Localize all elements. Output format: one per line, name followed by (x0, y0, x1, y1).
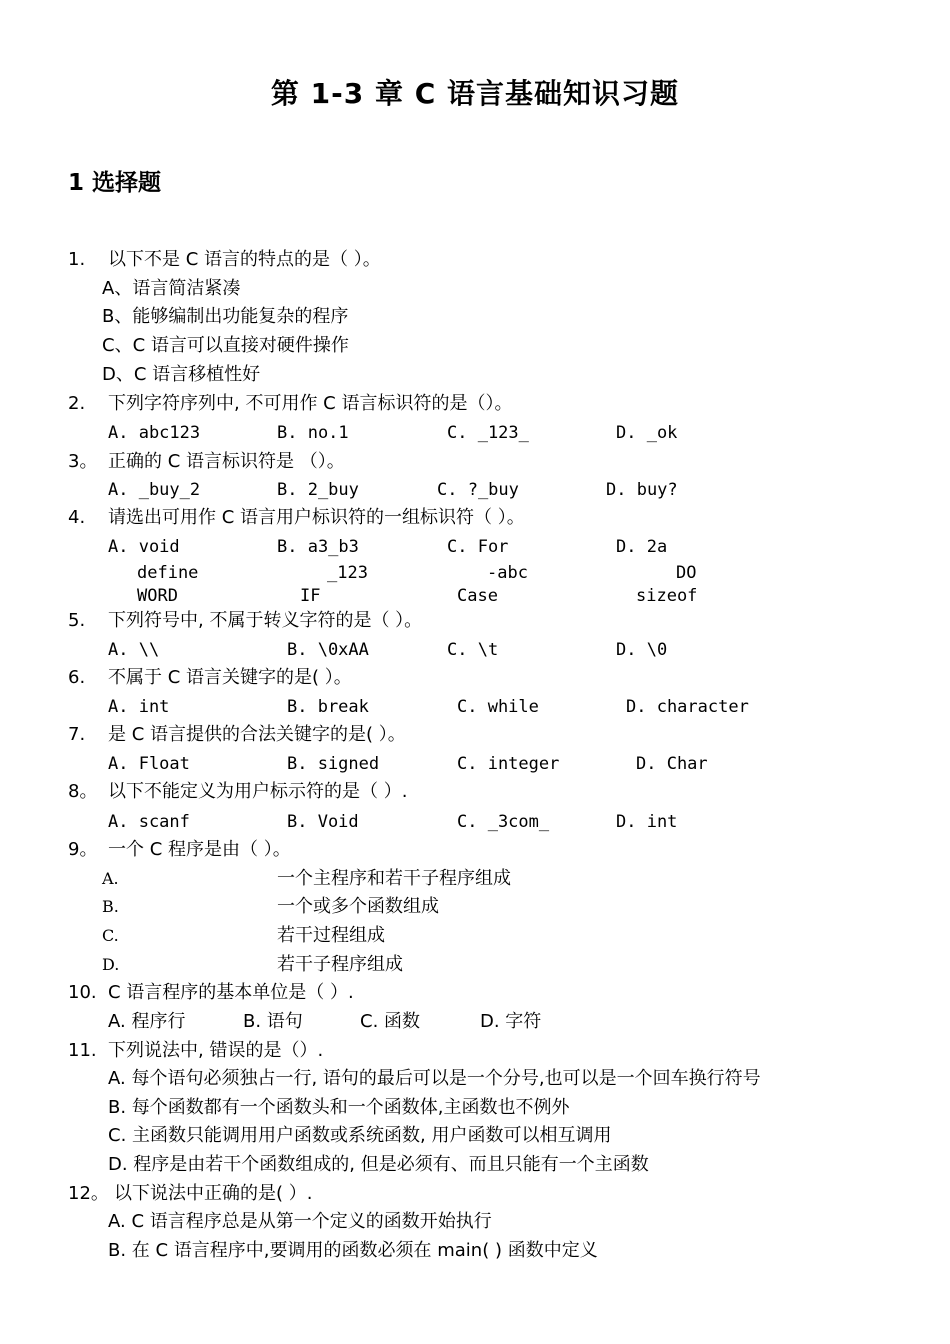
text-line: 下列符号中, 不属于转义字符的是（ ）。 (108, 610, 423, 631)
text-line: C 语言程序的基本单位是（ ）. (108, 982, 354, 1003)
text-line: 8。 (68, 781, 98, 802)
text-line: A. _buy_2 (108, 480, 201, 500)
text-line: 一个 C 程序是由（ ）。 (108, 839, 291, 860)
text-line: B. signed (287, 754, 380, 774)
text-line: 是 C 语言提供的合法关键字的是( ）。 (108, 724, 406, 745)
text-line: 1. (68, 249, 86, 270)
text-line: C. while (457, 697, 539, 717)
text-line: A. int (108, 697, 170, 717)
text-line: C. _123_ (447, 423, 529, 443)
text-line: C. ?_buy (437, 480, 519, 500)
text-line: 一个主程序和若干子程序组成 (277, 868, 511, 889)
text-line: A. 程序行 (108, 1011, 186, 1032)
text-line: B. no.1 (277, 423, 349, 443)
text-line: C. For (447, 537, 509, 557)
text-line: sizeof (636, 586, 698, 606)
section-heading: 1 选择题 (68, 170, 162, 196)
text-line: 若干过程组成 (277, 925, 385, 946)
text-line: D. buy? (606, 480, 678, 500)
text-line: A. abc123 (108, 423, 201, 443)
text-line: 若干子程序组成 (277, 954, 403, 975)
text-line: A. Float (108, 754, 190, 774)
text-line: 以下不能定义为用户标示符的是（ ）. (108, 781, 408, 802)
text-line: WORD (137, 586, 178, 606)
text-line: B. break (287, 697, 369, 717)
text-line: D. \0 (616, 640, 668, 660)
text-line: 2. (68, 393, 86, 414)
text-line: 以下说法中正确的是( ）. (114, 1183, 313, 1204)
text-line: IF (300, 586, 321, 606)
text-line: B. 每个函数都有一个函数头和一个函数体,主函数也不例外 (108, 1097, 570, 1118)
text-line: C. integer (457, 754, 560, 774)
text-line: D. (102, 955, 120, 974)
text-line: A. (102, 869, 119, 888)
text-line: D. character (626, 697, 749, 717)
text-line: 不属于 C 语言关键字的是( ）。 (108, 667, 352, 688)
text-line: 4. (68, 507, 86, 528)
text-line: D. _ok (616, 423, 678, 443)
text-line: D、C 语言移植性好 (102, 364, 261, 385)
text-line: A. \\ (108, 640, 160, 660)
text-line: 11. (68, 1040, 97, 1061)
text-line: D. 字符 (480, 1011, 542, 1032)
text-line: 3。 (68, 451, 98, 472)
text-line: 6. (68, 667, 86, 688)
text-line: B. \0xAA (287, 640, 369, 660)
text-line: 一个或多个函数组成 (277, 896, 439, 917)
text-line: 正确的 C 语言标识符是 （）。 (108, 451, 345, 472)
document-title: 第 1-3 章 C 语言基础知识习题 (270, 77, 680, 110)
text-line: A. void (108, 537, 180, 557)
text-line: B. 2_buy (277, 480, 359, 500)
text-line: 10. (68, 982, 97, 1003)
text-line: 以下不是 C 语言的特点的是（ ）。 (108, 249, 381, 270)
text-line: B. a3_b3 (277, 537, 359, 557)
text-line: D. 程序是由若干个函数组成的, 但是必须有、而且只能有一个主函数 (108, 1154, 649, 1175)
text-line: 5. (68, 610, 86, 631)
text-line: 7. (68, 724, 86, 745)
text-line: B. (102, 897, 119, 916)
text-line: D. 2a (616, 537, 668, 557)
text-line: 请选出可用作 C 语言用户标识符的一组标识符（ ）。 (108, 507, 525, 528)
text-line: B. 语句 (243, 1011, 303, 1032)
text-line: A. scanf (108, 812, 190, 832)
text-line: 9。 (68, 839, 98, 860)
text-line: 下列说法中, 错误的是（）. (108, 1040, 324, 1061)
text-line: B. 在 C 语言程序中,要调用的函数必须在 main( ) 函数中定义 (108, 1240, 598, 1261)
text-line: A. 每个语句必须独占一行, 语句的最后可以是一个分号,也可以是一个回车换行符号 (108, 1068, 761, 1089)
text-line: D. int (616, 812, 678, 832)
text-line: B、能够编制出功能复杂的程序 (102, 306, 349, 327)
text-line: C. 主函数只能调用用户函数或系统函数, 用户函数可以相互调用 (108, 1125, 612, 1146)
text-line: D. Char (636, 754, 708, 774)
text-line: C. 函数 (360, 1011, 421, 1032)
text-line: C. _3com_ (457, 812, 550, 832)
text-line: define (137, 563, 199, 583)
text-line: A. C 语言程序总是从第一个定义的函数开始执行 (108, 1211, 492, 1232)
text-line: _123 (327, 563, 368, 583)
text-line: C. \t (447, 640, 499, 660)
text-line: B. Void (287, 812, 359, 832)
text-line: DO (676, 563, 697, 583)
text-line: Case (457, 586, 498, 606)
text-line: C. (102, 926, 119, 945)
text-line: -abc (487, 563, 528, 583)
text-line: 12。 (68, 1183, 109, 1204)
text-line: 下列字符序列中, 不可用作 C 语言标识符的是（）。 (108, 393, 513, 414)
text-line: A、语言简洁紧凑 (102, 278, 241, 299)
text-line: C、C 语言可以直接对硬件操作 (102, 335, 349, 356)
